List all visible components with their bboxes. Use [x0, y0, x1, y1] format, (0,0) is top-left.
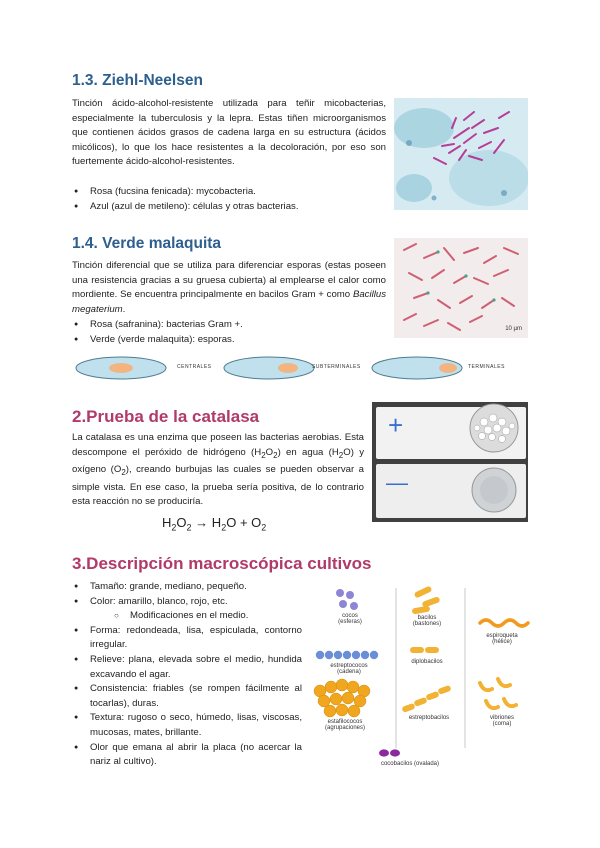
spore-terminal-cell — [370, 355, 464, 381]
list-item: ● Olor que emana al abrir la placa (no acercar la nariz al cultivo). — [72, 741, 302, 770]
verde-malaquita-micrograph — [394, 238, 528, 338]
catalasa-paragraph: La catalasa es una enzima que poseen las bacterias aerobias. Esta descompone el peróxido de hidrógeno $(H_2O_2)$ en agua $(H_2O)$ y oxígeno $(O_2)$, creando burbujas las cuales se pueden observar a simple vista. En ese caso, la prueba sería positiva, de lo contrario esta reacción no se produciría. — [72, 432, 365, 508]
label-vibriones: vibriones (coma) — [489, 715, 514, 727]
section-heading-descripcion-macroscopica: 3.Descripción macroscópica cultivos — [72, 554, 372, 573]
bacterial-morphology-diagram — [310, 583, 530, 778]
label-cocos: cocos (esferas) — [338, 613, 362, 625]
list-item: ● Rosa (fucsina fenicada): mycobacteria. — [72, 185, 386, 200]
label-espiroqueta: espiroqueta (hélice) — [486, 633, 518, 645]
list-item: ● Consistencia: friables (se rompen fácilmente al tocarlas), duras. — [72, 682, 302, 711]
negative-mark: — — [386, 470, 408, 495]
positive-mark: + — [388, 410, 404, 440]
list-item: ● Azul (azul de metileno): células y otras bacterias. — [72, 200, 386, 215]
list-item: ● Color: amarillo, blanco, rojo, etc. — [72, 595, 302, 610]
list-item: ● Rosa (safranina): bacterias Gram +. — [72, 318, 386, 333]
list-item: ● Tamaño: grande, mediano, pequeño. — [72, 580, 302, 595]
list-item: ● Verde (verde malaquita): esporas. — [72, 333, 386, 348]
catalasa-equation: $H_2O_2 \to H_2O + O_2$ — [162, 515, 267, 533]
section-heading-ziehl-neelsen: 1.3. Ziehl-Neelsen — [72, 72, 203, 89]
spore-position-diagram — [74, 355, 534, 381]
label-cocobacilos: cocobacilos (ovalada) — [380, 761, 440, 767]
list-item: ● Forma: redondeada, lisa, espiculada, contorno irregular. — [72, 624, 302, 653]
label-estreptococos: estreptococos (cadena) — [330, 663, 368, 675]
section-heading-catalasa: 2.Prueba de la catalasa — [72, 407, 260, 426]
spore-label-terminal: TERMINALES — [468, 364, 505, 370]
spore-central-cell — [74, 355, 168, 381]
catalasa-test-photo — [372, 402, 528, 522]
label-bacilos: bacilos (bastones) — [412, 615, 442, 627]
spore-label-subterminal: SUBTERMINALES — [312, 364, 361, 370]
list-item: ● Relieve: plana, elevada sobre el medio, hundida excavando el agar. — [72, 653, 302, 682]
cultivos-bullets — [72, 580, 302, 770]
label-estreptobacilos: estreptobacilos — [408, 715, 450, 721]
scale-bar-label: 10 µm — [505, 326, 522, 332]
list-item: ○ Modificaciones en el medio. — [72, 609, 302, 624]
spore-label-central: CENTRALES — [177, 364, 212, 370]
section-heading-verde-malaquita: 1.4. Verde malaquita — [72, 235, 222, 252]
ziehl-neelsen-micrograph — [394, 98, 528, 210]
verde-malaquita-paragraph: Tinción diferencial que se utiliza para diferenciar esporas (estas poseen una resistencia gracias a su gruesa cubierta) al emplearse el calor como mordiente. Se encuentra principalmente en bacilos Gram + como Bacillus megaterium. — [72, 260, 386, 315]
spore-subterminal-cell — [222, 355, 316, 381]
verde-malaquita-bullets — [72, 318, 386, 347]
list-item: ● Textura: rugoso o seco, húmedo, lisas, viscosas, mucosas, mates, brillante. — [72, 711, 302, 740]
label-estafilococos: estafilococos (agrupaciones) — [324, 719, 366, 731]
label-diplobacilos: diplobacilos — [411, 659, 443, 665]
ziehl-neelsen-paragraph: Tinción ácido-alcohol-resistente utilizada para teñir micobacterias, especialmente la tuberculosis y la lepra. Estas tiñen microorganismos que contienen ácidos grasos de cadena larga en su estructura (ácidos micólicos), lo que los hace resistentes a la decoloración, por eso son fuertemente ácido-alcohol-resistentes. — [72, 98, 386, 168]
ziehl-neelsen-bullets — [72, 185, 386, 214]
